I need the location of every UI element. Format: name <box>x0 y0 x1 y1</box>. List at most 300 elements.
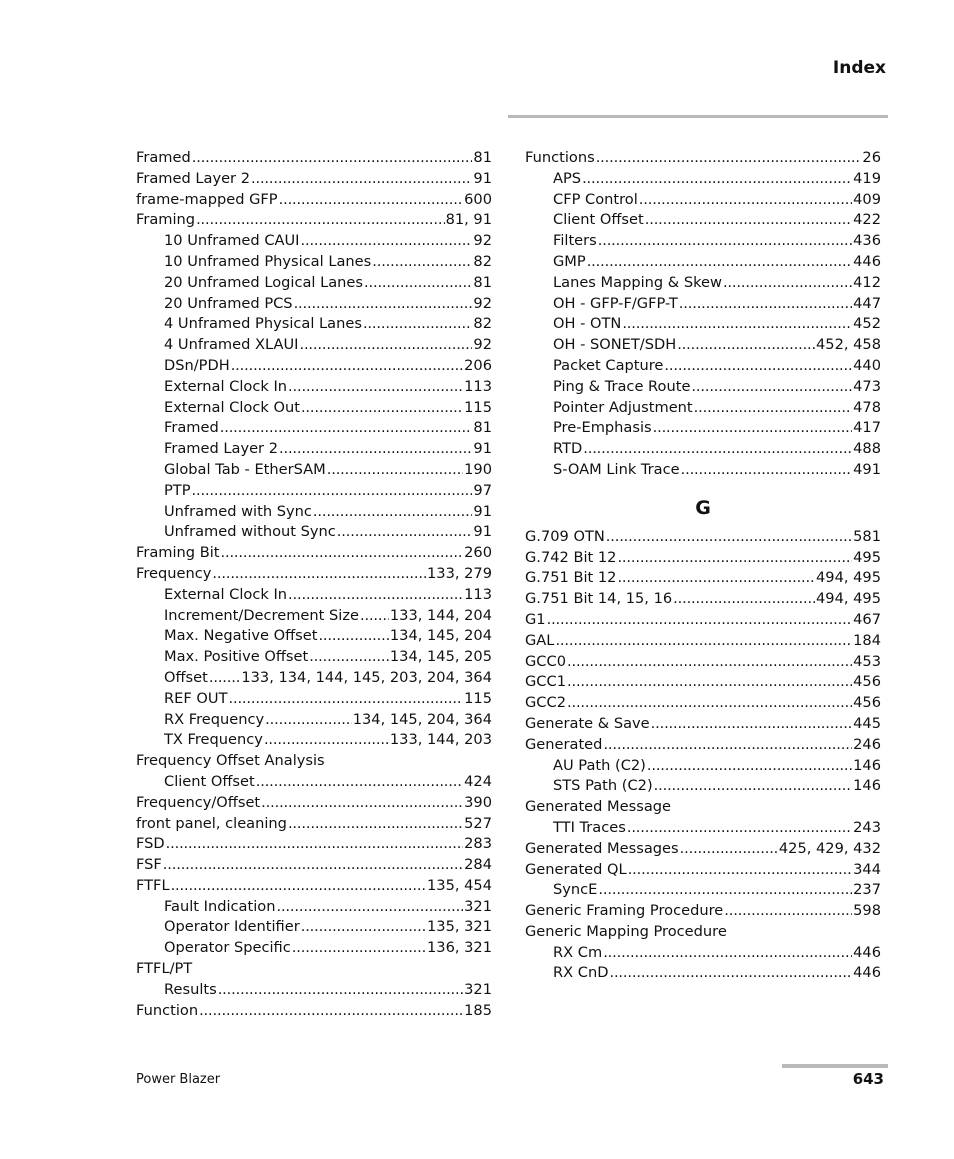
dot-leader <box>288 377 463 398</box>
index-subentry <box>525 335 881 356</box>
index-term: 4 Unframed XLAUI <box>164 336 299 354</box>
dot-leader <box>617 568 815 589</box>
dot-leader <box>292 938 426 959</box>
index-term: Pointer Adjustment <box>553 398 693 416</box>
index-pages: 133, 144, 203 <box>389 731 492 749</box>
index-pages: 133, 144, 204 <box>389 606 492 624</box>
index-subentry <box>525 756 881 777</box>
index-pages: 185 <box>464 1001 492 1019</box>
index-subentry <box>136 502 492 523</box>
index-term: G1 <box>525 610 546 628</box>
dot-leader <box>364 273 472 294</box>
dot-leader <box>360 606 389 627</box>
header-title: Index <box>832 58 886 78</box>
dot-leader <box>651 714 853 735</box>
index-term: Operator Specific <box>164 939 291 957</box>
index-subentry <box>525 943 881 964</box>
index-subentry <box>136 585 492 606</box>
dot-leader <box>694 398 853 419</box>
index-term: Generated Message <box>525 798 672 816</box>
index-pages: 478 <box>853 398 881 416</box>
index-pages: 527 <box>464 814 492 832</box>
dot-leader <box>220 418 473 439</box>
index-term: FTFL <box>136 876 170 894</box>
index-term: frame-mapped GFP <box>136 190 278 208</box>
dot-leader <box>279 439 472 460</box>
index-pages: 452, 458 <box>816 336 881 354</box>
index-pages: 598 <box>853 902 881 920</box>
index-pages: 133, 279 <box>427 564 492 582</box>
index-group-g <box>525 527 881 985</box>
dot-leader <box>288 814 463 835</box>
index-term: GCC1 <box>525 673 566 691</box>
index-pages: 135, 454 <box>427 876 492 894</box>
index-pages: 82 <box>473 252 492 270</box>
index-pages: 284 <box>464 856 492 874</box>
index-subentry <box>136 377 492 398</box>
dot-leader <box>587 252 852 273</box>
index-term: RX Frequency <box>164 710 265 728</box>
dot-leader <box>583 439 852 460</box>
index-term: Generated QL <box>525 860 627 878</box>
index-pages: 26 <box>862 149 881 166</box>
index-pages: 600 <box>464 190 492 208</box>
index-pages: 456 <box>853 673 881 691</box>
index-pages: 81 <box>473 273 492 291</box>
index-entry <box>525 568 881 589</box>
index-subentry <box>136 314 492 335</box>
dot-leader <box>372 252 472 273</box>
index-term: External Clock In <box>164 377 288 395</box>
index-entry <box>525 714 881 735</box>
dot-leader <box>627 818 852 839</box>
index-entry <box>525 652 881 673</box>
index-pages: 344 <box>853 860 881 878</box>
index-subentry <box>525 314 881 335</box>
index-subentry <box>136 273 492 294</box>
index-subentry <box>525 294 881 315</box>
index-term: front panel, cleaning <box>136 814 287 832</box>
dot-leader <box>617 548 852 569</box>
index-pages: 283 <box>464 835 492 853</box>
index-term: GAL <box>525 631 555 649</box>
dot-leader <box>279 190 464 211</box>
index-term: Lanes Mapping & Skew <box>553 273 722 291</box>
index-term: AU Path (C2) <box>553 756 646 774</box>
index-pages: 81, 91 <box>445 211 492 229</box>
index-term: Pre-Emphasis <box>553 419 652 437</box>
index-pages: 495 <box>853 548 881 566</box>
index-entry <box>136 751 492 772</box>
index-pages: 446 <box>853 252 881 270</box>
index-pages: 81 <box>473 419 492 437</box>
index-pages: 243 <box>853 818 881 836</box>
index-term: 20 Unframed Logical Lanes <box>164 273 364 291</box>
index-term: RX CnD <box>553 964 609 982</box>
index-term: Generic Mapping Procedure <box>525 922 727 940</box>
index-entry <box>525 922 881 943</box>
dot-leader <box>653 418 853 439</box>
index-term: Function <box>136 1001 199 1019</box>
dot-leader <box>231 356 463 377</box>
index-term: REF OUT <box>164 689 228 707</box>
dot-leader <box>276 897 463 918</box>
dot-leader <box>609 963 852 984</box>
index-pages: 115 <box>464 689 492 707</box>
index-term: Framing <box>136 211 196 229</box>
index-entry <box>525 797 881 818</box>
dot-leader <box>163 855 463 876</box>
index-pages: 135, 321 <box>427 918 492 936</box>
index-pages: 133, 134, 144, 145, 203, 204, 364 <box>241 668 492 686</box>
dot-leader <box>192 148 473 169</box>
index-subentry <box>525 880 881 901</box>
index-subentry <box>136 481 492 502</box>
dot-leader <box>664 356 852 377</box>
index-subentry <box>136 897 492 918</box>
index-subentry <box>525 169 881 190</box>
index-term: APS <box>553 169 582 187</box>
index-pages: 91 <box>473 502 492 520</box>
index-pages: 146 <box>853 777 881 795</box>
dot-leader <box>261 793 463 814</box>
dot-leader <box>598 880 852 901</box>
index-term: Max. Positive Offset <box>164 648 309 666</box>
dot-leader <box>691 377 852 398</box>
index-pages: 440 <box>853 356 881 374</box>
index-term: Frequency/Offset <box>136 793 261 811</box>
dot-leader <box>596 148 862 169</box>
section-letter: G <box>695 496 711 519</box>
index-pages: 82 <box>473 315 492 333</box>
index-pages: 424 <box>464 772 492 790</box>
index-pages: 134, 145, 204 <box>389 627 492 645</box>
index-entry <box>525 693 881 714</box>
footer-rule <box>782 1064 888 1068</box>
index-term: G.751 Bit 14, 15, 16 <box>525 590 673 608</box>
index-subentry <box>525 273 881 294</box>
index-subentry <box>136 710 492 731</box>
index-pages: 81 <box>473 149 492 166</box>
dot-leader <box>196 210 445 231</box>
index-pages: 446 <box>853 964 881 982</box>
index-pages: 445 <box>853 714 881 732</box>
index-subentry <box>136 730 492 751</box>
index-term: G.742 Bit 12 <box>525 548 617 566</box>
index-pages: 206 <box>464 356 492 374</box>
dot-leader <box>212 564 426 585</box>
index-entry <box>136 834 492 855</box>
index-subentry <box>136 522 492 543</box>
dot-leader <box>218 980 463 1001</box>
dot-leader <box>654 776 853 797</box>
dot-leader <box>299 335 472 356</box>
index-term: Generate & Save <box>525 714 650 732</box>
index-pages: 409 <box>853 190 881 208</box>
index-term: Global Tab - EtherSAM <box>164 460 326 478</box>
dot-leader <box>677 335 815 356</box>
index-term: TX Frequency <box>164 731 263 749</box>
dot-leader <box>337 522 473 543</box>
index-pages: 246 <box>853 735 881 753</box>
index-entry <box>525 610 881 631</box>
index-term: S-OAM Link Trace <box>553 460 680 478</box>
index-subentry <box>525 963 881 984</box>
index-entry <box>136 959 492 980</box>
dot-leader <box>209 668 240 689</box>
dot-leader <box>265 710 352 731</box>
index-term: FSF <box>136 856 162 874</box>
index-term: DSn/PDH <box>164 356 230 374</box>
index-term: Frequency Offset Analysis <box>136 752 325 770</box>
index-entry <box>136 876 492 897</box>
dot-leader <box>327 460 463 481</box>
index-entry <box>136 169 492 190</box>
index-pages: 260 <box>464 544 492 562</box>
index-subentry <box>525 460 881 481</box>
index-term: Filters <box>553 232 597 250</box>
index-subentry <box>136 439 492 460</box>
index-pages: 390 <box>464 793 492 811</box>
dot-leader <box>603 943 852 964</box>
dot-leader <box>606 527 852 548</box>
index-entry <box>525 589 881 610</box>
index-pages: 134, 145, 204, 364 <box>352 710 492 728</box>
index-term: Results <box>164 980 217 998</box>
index-term: Unframed without Sync <box>164 523 336 541</box>
index-entry <box>525 527 881 548</box>
dot-leader <box>622 314 852 335</box>
dot-leader <box>567 693 852 714</box>
index-term: Framed <box>136 149 191 166</box>
dot-leader <box>647 756 852 777</box>
index-term: Operator Identifier <box>164 918 300 936</box>
index-subentry <box>136 335 492 356</box>
index-pages: 436 <box>853 232 881 250</box>
index-entry <box>136 855 492 876</box>
index-term: RTD <box>553 440 583 458</box>
index-subentry <box>525 776 881 797</box>
index-subentry <box>136 460 492 481</box>
index-term: Functions <box>525 149 595 166</box>
index-term: FSD <box>136 835 165 853</box>
index-entry <box>525 839 881 860</box>
index-subentry <box>136 252 492 273</box>
index-pages: 92 <box>473 232 492 250</box>
index-subentry <box>525 398 881 419</box>
index-pages: 321 <box>464 897 492 915</box>
index-term: External Clock In <box>164 585 288 603</box>
dot-leader <box>673 589 815 610</box>
index-pages: 136, 321 <box>427 939 492 957</box>
dot-leader <box>294 294 473 315</box>
dot-leader <box>628 860 852 881</box>
index-subentry <box>136 626 492 647</box>
index-group-f <box>525 148 881 481</box>
index-term: PTP <box>164 481 191 499</box>
dot-leader <box>723 273 852 294</box>
index-entry <box>525 631 881 652</box>
index-term: Frequency <box>136 564 212 582</box>
dot-leader <box>639 190 852 211</box>
index-term: Packet Capture <box>553 356 664 374</box>
index-subentry <box>136 689 492 710</box>
index-entry <box>136 1001 492 1022</box>
dot-leader <box>582 169 852 190</box>
index-term: 20 Unframed PCS <box>164 294 293 312</box>
index-pages: 419 <box>853 169 881 187</box>
dot-leader <box>603 735 852 756</box>
index-entry <box>525 672 881 693</box>
index-term: G.709 OTN <box>525 527 605 545</box>
index-pages: 91 <box>473 440 492 458</box>
index-term: 10 Unframed CAUI <box>164 232 300 250</box>
dot-leader <box>680 839 778 860</box>
index-entry <box>525 901 881 922</box>
dot-leader <box>309 647 389 668</box>
header-rule <box>508 115 888 118</box>
index-subentry <box>136 418 492 439</box>
dot-leader <box>251 169 472 190</box>
index-term: Unframed with Sync <box>164 502 312 520</box>
index-term: Generated <box>525 735 603 753</box>
index-term: GMP <box>553 252 586 270</box>
index-entry <box>525 548 881 569</box>
dot-leader <box>199 1001 463 1022</box>
index-pages: 494, 495 <box>816 569 881 587</box>
index-pages: 417 <box>853 419 881 437</box>
index-subentry <box>525 818 881 839</box>
dot-leader <box>228 689 463 710</box>
dot-leader <box>301 917 426 938</box>
dot-leader <box>547 610 853 631</box>
dot-leader <box>313 502 473 523</box>
index-term: 4 Unframed Physical Lanes <box>164 315 362 333</box>
index-pages: 184 <box>853 631 881 649</box>
index-pages: 491 <box>853 460 881 478</box>
index-term: Framed Layer 2 <box>136 169 250 187</box>
index-entry <box>136 564 492 585</box>
index-term: Framing Bit <box>136 544 220 562</box>
index-term: Framed Layer 2 <box>164 440 278 458</box>
index-column-right <box>525 148 881 984</box>
index-term: Offset <box>164 668 208 686</box>
index-subentry <box>136 647 492 668</box>
index-subentry <box>525 439 881 460</box>
dot-leader <box>221 543 464 564</box>
index-term: Generated Messages <box>525 839 679 857</box>
index-term: FTFL/PT <box>136 960 193 978</box>
index-term: Client Offset <box>553 211 644 229</box>
index-pages: 581 <box>853 527 881 545</box>
index-subentry <box>136 356 492 377</box>
index-term: OH - OTN <box>553 315 622 333</box>
dot-leader <box>171 876 426 897</box>
index-term: STS Path (C2) <box>553 777 653 795</box>
index-subentry <box>136 668 492 689</box>
dot-leader <box>256 772 463 793</box>
index-subentry <box>525 190 881 211</box>
index-entry <box>525 735 881 756</box>
index-pages: 113 <box>464 585 492 603</box>
index-pages: 91 <box>473 169 492 187</box>
dot-leader <box>567 652 852 673</box>
index-term: G.751 Bit 12 <box>525 569 617 587</box>
dot-leader <box>166 834 464 855</box>
index-pages: 422 <box>853 211 881 229</box>
index-pages: 446 <box>853 943 881 961</box>
index-entry <box>525 148 881 169</box>
index-term: Client Offset <box>164 772 255 790</box>
dot-leader <box>318 626 388 647</box>
index-pages: 97 <box>473 481 492 499</box>
index-pages: 488 <box>853 440 881 458</box>
index-pages: 321 <box>464 980 492 998</box>
index-term: TTI Traces <box>553 818 626 836</box>
dot-leader <box>724 901 852 922</box>
index-subentry <box>136 938 492 959</box>
index-subentry <box>525 231 881 252</box>
index-entry <box>136 814 492 835</box>
index-subentry <box>136 980 492 1001</box>
index-term: Max. Negative Offset <box>164 627 318 645</box>
index-subentry <box>136 398 492 419</box>
dot-leader <box>567 672 852 693</box>
index-subentry <box>136 294 492 315</box>
dot-leader <box>681 460 853 481</box>
index-pages: 452 <box>853 315 881 333</box>
index-pages: 494, 495 <box>816 590 881 608</box>
dot-leader <box>192 481 473 502</box>
index-pages: 412 <box>853 273 881 291</box>
index-entry <box>136 148 492 169</box>
index-term: RX Cm <box>553 943 603 961</box>
index-pages: 473 <box>853 377 881 395</box>
index-pages: 456 <box>853 694 881 712</box>
index-entry <box>136 793 492 814</box>
index-pages: 237 <box>853 881 881 899</box>
dot-leader <box>555 631 852 652</box>
index-pages: 467 <box>853 610 881 628</box>
index-subentry <box>136 231 492 252</box>
index-entry <box>136 190 492 211</box>
index-subentry <box>525 210 881 231</box>
index-entry <box>136 543 492 564</box>
dot-leader <box>301 398 463 419</box>
index-pages: 425, 429, 432 <box>778 839 881 857</box>
index-subentry <box>136 917 492 938</box>
dot-leader <box>264 730 389 751</box>
index-term: GCC0 <box>525 652 566 670</box>
dot-leader <box>300 231 472 252</box>
index-subentry <box>525 252 881 273</box>
index-term: Framed <box>164 419 219 437</box>
index-term: Ping & Trace Route <box>553 377 691 395</box>
footer-product: Power Blazer <box>136 1072 221 1087</box>
index-term: OH - GFP-F/GFP-T <box>553 294 678 312</box>
dot-leader <box>598 231 852 252</box>
index-term: GCC2 <box>525 694 566 712</box>
index-subentry <box>525 377 881 398</box>
dot-leader <box>645 210 852 231</box>
index-term: CFP Control <box>553 190 638 208</box>
index-term: 10 Unframed Physical Lanes <box>164 252 372 270</box>
index-pages: 92 <box>473 336 492 354</box>
index-subentry <box>525 356 881 377</box>
dot-leader <box>288 585 463 606</box>
index-term: Fault Indication <box>164 897 276 915</box>
index-subentry <box>136 772 492 793</box>
